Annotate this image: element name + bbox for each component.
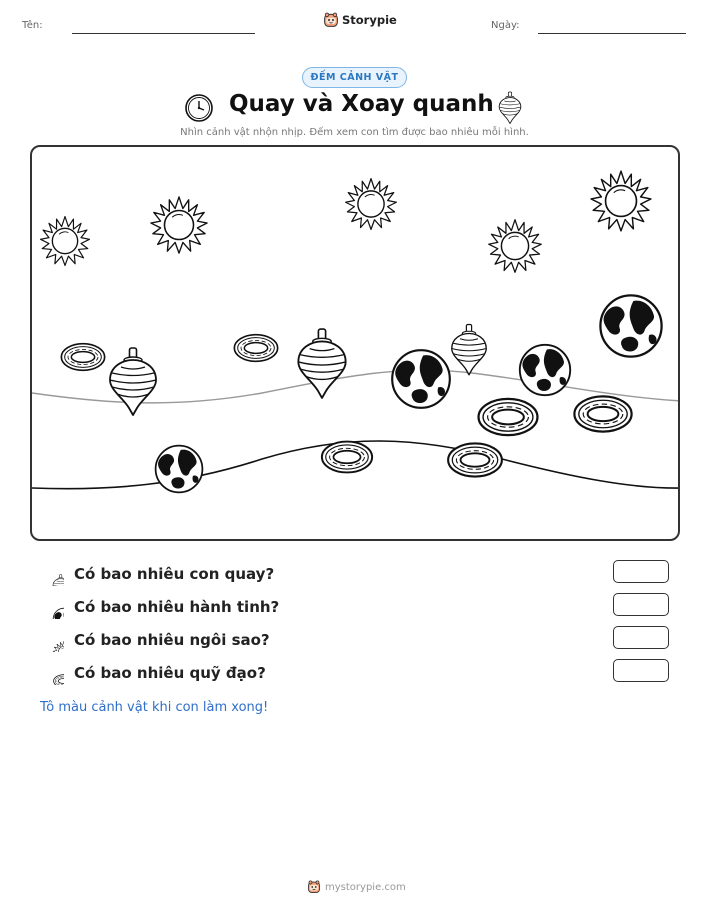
question-text: Có bao nhiêu con quay? (74, 565, 275, 583)
footer-brand (307, 880, 406, 894)
answer-box-orbits[interactable] (613, 659, 669, 682)
worksheet-tag (302, 67, 407, 88)
sun-icon (151, 197, 207, 253)
mascot-icon (323, 12, 339, 28)
question-orbits (40, 660, 266, 686)
name-line[interactable] (72, 33, 255, 34)
page-title: Quay và Xoay quanh (229, 91, 494, 117)
sun-icon (591, 171, 651, 231)
planet-icon (520, 345, 570, 395)
answer-box-planets[interactable] (613, 593, 669, 616)
sun-icon (41, 217, 90, 266)
star-icon (40, 628, 64, 652)
question-planets (40, 594, 279, 620)
tag-label: ĐẾM CẢNH VẬT (310, 72, 399, 83)
ring-icon (61, 344, 104, 371)
date-line[interactable] (538, 33, 686, 34)
brand-name: Storypie (342, 13, 397, 27)
footer-site: mystorypie.com (325, 881, 406, 893)
question-text: Có bao nhiêu ngôi sao? (74, 631, 270, 649)
planet-icon (392, 350, 450, 408)
brand-logo (323, 12, 397, 28)
coloring-note: Tô màu cảnh vật khi con làm xong! (40, 700, 269, 715)
question-text: Có bao nhiêu quỹ đạo? (74, 664, 266, 682)
sun-icon (346, 179, 397, 230)
ring-icon (234, 335, 277, 362)
planet-icon (40, 595, 64, 619)
planet-icon (156, 446, 203, 493)
question-tops (40, 561, 274, 587)
page-subtitle: Nhìn cảnh vật nhộn nhịp. Đếm xem con tìm được bao nhiêu mỗi hình. (180, 127, 529, 138)
mascot-icon (307, 880, 321, 894)
planet-icon (600, 295, 661, 356)
question-stars (40, 627, 270, 653)
spinning-top-icon (110, 348, 156, 415)
question-text: Có bao nhiêu hành tinh? (74, 598, 280, 616)
spinning-top-icon (452, 325, 487, 375)
spinning-top-icon (298, 329, 345, 398)
scene-canvas (32, 147, 680, 541)
spinning-top-icon (496, 91, 524, 125)
orbit-ring-icon (40, 661, 64, 685)
sun-icon (489, 220, 542, 273)
counting-scene (30, 145, 680, 541)
ring-icon (322, 442, 372, 473)
name-label: Tên: (22, 20, 43, 31)
ring-icon (448, 443, 502, 476)
spinning-top-icon (40, 562, 64, 586)
clock-icon (184, 93, 214, 123)
date-label: Ngày: (491, 20, 520, 31)
ring-icon (479, 399, 538, 435)
answer-box-stars[interactable] (613, 626, 669, 649)
answer-box-tops[interactable] (613, 560, 669, 583)
ring-icon (574, 396, 631, 431)
